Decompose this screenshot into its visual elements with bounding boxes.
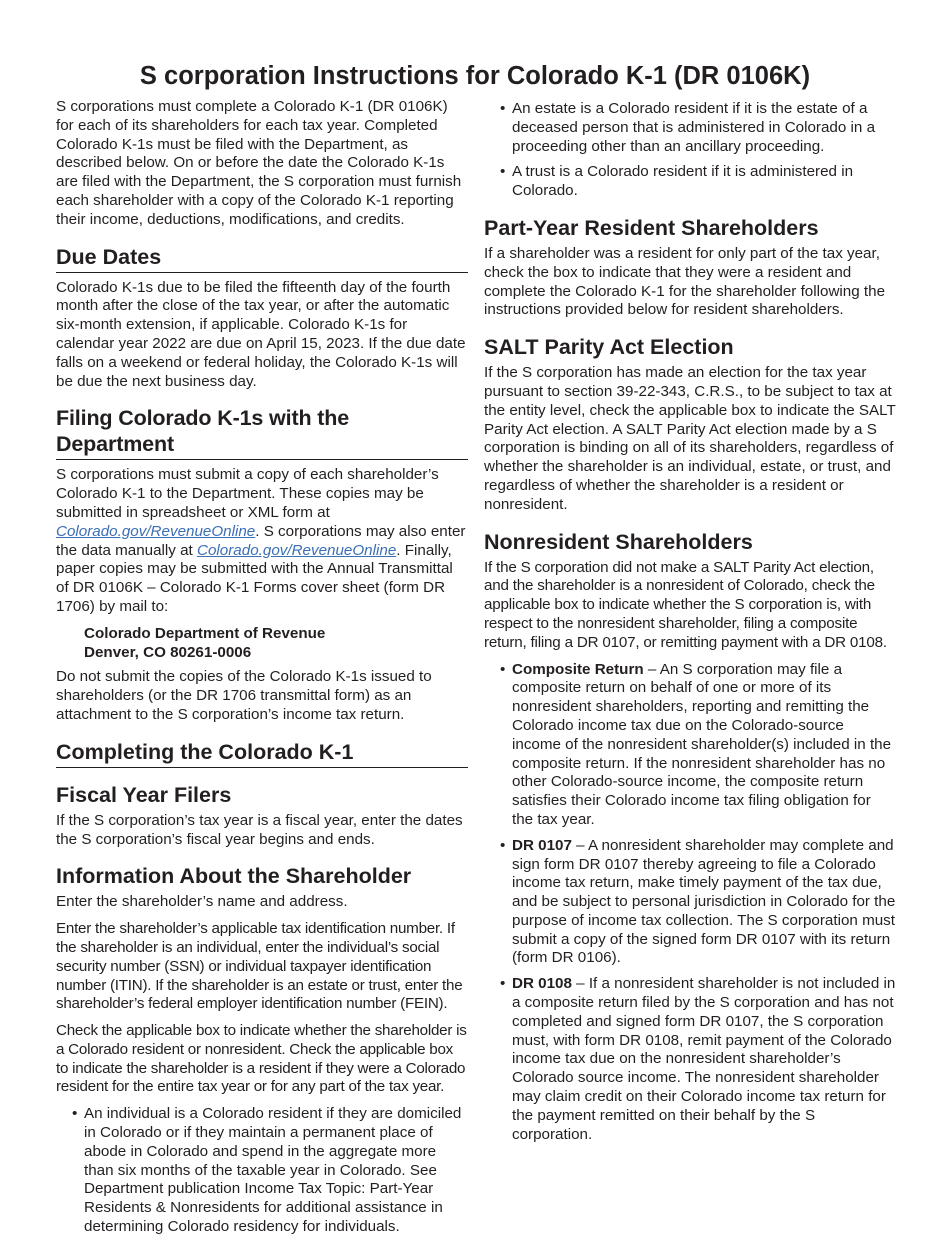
dr0108-label: DR 0108 bbox=[512, 975, 572, 993]
residency-list-continued bbox=[484, 100, 896, 201]
dr0107-item bbox=[512, 837, 896, 969]
nonresident-options-list bbox=[484, 661, 896, 1145]
filing-heading: Filing Colorado K-1s with the Department bbox=[56, 405, 468, 460]
filing-text-3: . Finally, paper copies may be submitted with the Annual Transmittal of DR 0106K – Colorado K-1 Forms cover sheet (form DR 1706) by mail to: bbox=[56, 541, 453, 615]
intro-paragraph: S corporations must complete a Colorado K-1 (DR 0106K) for each of its shareholders for each tax year. Completed Colorado K-1s must be filed with the Department, as described below. On or before the date the Colorado K-1s are filed with the Department, the S corporation must furnish each shareholder with a copy of the Colorado K-1 reporting their income, deductions, modifications, and credits. bbox=[56, 98, 462, 228]
bullet-trust: • A trust is a Colorado resident if it is administered in Colorado. bbox=[512, 163, 896, 201]
shareholder-info-p3: Check the applicable box to indicate whether the shareholder is a Colorado resident or nonresident. Check the applicable box to indicate the shareholder is a resident if they were a Colorado resident for the entire tax year or for any part of the tax year. bbox=[56, 1022, 467, 1096]
completing-heading: Completing the Colorado K-1 bbox=[56, 739, 468, 768]
dr0107-label: DR 0107 bbox=[512, 836, 572, 854]
shareholder-info-heading: Information About the Shareholder bbox=[56, 864, 412, 889]
dr0107-text: – A nonresident shareholder may complete and sign form DR 0107 thereby agreeing to file a Colorado income tax return, make timely payment of the tax due, and be subject to personal jurisdiction in Colorado for the purpose of income tax collection. The S corporation must submit a copy of the signed form DR 0107 with its return (form DR 0106). bbox=[512, 836, 896, 967]
left-column bbox=[56, 98, 468, 1244]
composite-return-text: – An S corporation may file a composite return on behalf of one or more of its nonresident shareholders, reporting and remitting the Colorado income tax due on the Colorado-source income of the nonresident shareholder(s) included in the composite return. If the nonresident shareholder has no other Colorado-source income, the composite return satisfies their Colorado income tax filing obligation for the tax year. bbox=[512, 660, 892, 828]
address-line-1: Colorado Department of Revenue bbox=[84, 624, 326, 642]
bullet-estate: • An estate is a Colorado resident if it is the estate of a deceased person that is administered in Colorado in a proceeding other than an ancillary proceeding. bbox=[512, 100, 896, 156]
fiscal-heading: Fiscal Year Filers bbox=[56, 782, 232, 807]
filing-text-1: S corporations must submit a copy of each shareholder’s Colorado K-1 to the Department. These copies may be submitted in spreadsheet or XML form at bbox=[56, 466, 439, 521]
dr0108-item bbox=[512, 975, 896, 1144]
composite-return-item bbox=[512, 661, 896, 830]
fiscal-text: If the S corporation’s tax year is a fiscal year, enter the dates the S corporation’s fiscal year begins and ends. bbox=[56, 811, 463, 848]
salt-heading: SALT Parity Act Election bbox=[484, 335, 734, 360]
filing-text-2: . S corporations may also enter the data manually at bbox=[56, 522, 466, 559]
due-dates-text: Colorado K-1s due to be filed the fifteenth day of the fourth month after the close of the tax year, or after the automatic six-month extension, if applicable. Colorado K-1s for calendar year 2022 are due on April 15, 2023. If the due date falls on a weekend or federal holiday, the Colorado K-1s will be due the next business day. bbox=[56, 278, 466, 390]
residency-list bbox=[56, 1105, 468, 1237]
shareholder-info-p1: Enter the shareholder’s name and address. bbox=[56, 893, 348, 911]
bullet-individual: • An individual is a Colorado resident if they are domiciled in Colorado or if they maintain a permanent place of abode in Colorado and spend in the aggregate more than six months of the taxable year in Colorado. See Department publication Income Tax Topic: Part-Year Residents & Nonresidents for additional assistance in determining Colorado residency for individuals. bbox=[84, 1105, 468, 1237]
part-year-heading: Part-Year Resident Shareholders bbox=[484, 215, 819, 240]
right-column bbox=[484, 98, 896, 1151]
page-title: S corporation Instructions for Colorado K-1 (DR 0106K) bbox=[139, 62, 811, 90]
filing-paragraph bbox=[56, 466, 468, 616]
filing-text-4: Do not submit the copies of the Colorado K-1s issued to shareholders (or the DR 1706 transmittal form) as an attachment to the S corporation’s income tax return. bbox=[56, 668, 432, 723]
part-year-text: If a shareholder was a resident for only part of the tax year, check the box to indicate that they were a resident and complete the Colorado K-1 for the shareholder following the instructions provided below for resident shareholders. bbox=[484, 244, 886, 319]
nonresident-text: If the S corporation did not make a SALT Parity Act election, and the shareholder is a nonresident of Colorado, check the applicable box to indicate whether the S corporation is, with respect to the nonresident shareholder, filing a composite return, filing a DR 0107, or remitting payment with a DR 0108. bbox=[484, 558, 887, 651]
mailing-address bbox=[56, 625, 468, 663]
due-dates-heading: Due Dates bbox=[56, 244, 468, 273]
shareholder-info-p2: Enter the shareholder’s applicable tax identification number. If the shareholder is an individual, enter the individual’s social security number (SSN) or individual taxpayer identification number (ITIN). If the shareholder is an estate or trust, enter the shareholder’s federal employer identification number (FEIN). bbox=[56, 920, 463, 1013]
composite-return-label: Composite Return bbox=[512, 660, 644, 678]
dr0108-text: – If a nonresident shareholder is not included in a composite return filed by the S corporation and has not completed and signed form DR 0107, the S corporation must, with form DR 0108, remit payment of the Colorado income tax due on the nonresident shareholder’s Colorado source income. The nonresident shareholder may claim credit on their Colorado income tax return for the payment remitted on their behalf by the S corporation. bbox=[512, 975, 896, 1143]
salt-text: If the S corporation has made an election for the tax year pursuant to section 39-22-343, C.R.S., to be subject to tax at the entity level, check the applicable box to indicate the SALT Parity Act election. A SALT Parity Act election made by a S corporation is binding on all of its shareholders, regardless of whether the shareholder is an individual, estate, or trust, and regardless of whether the shareholder is a resident or nonresident. bbox=[484, 364, 896, 513]
nonresident-heading: Nonresident Shareholders bbox=[484, 529, 753, 554]
address-line-2: Denver, CO 80261-0006 bbox=[84, 643, 252, 661]
revenue-online-link-1[interactable]: Colorado.gov/RevenueOnline bbox=[56, 522, 256, 540]
revenue-online-link-2[interactable]: Colorado.gov/RevenueOnline bbox=[197, 541, 397, 559]
